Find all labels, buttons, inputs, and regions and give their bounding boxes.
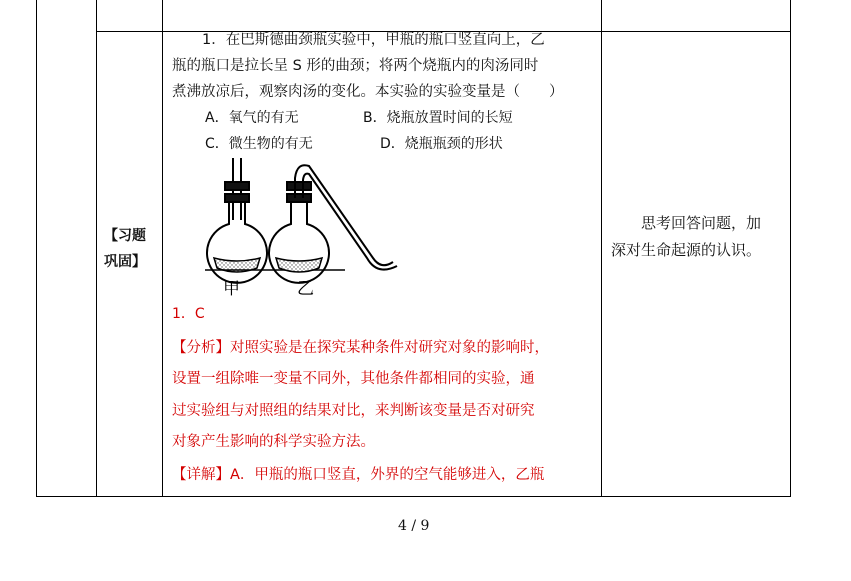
pasteur-flask-figure	[205, 158, 405, 300]
analysis-line-4: 对象产生影响的科学实验方法。	[172, 434, 375, 450]
table-divider-1	[96, 0, 97, 497]
question-line-1: 1．在巴斯德曲颈瓶实验中，甲瓶的瓶口竖直向上，乙	[202, 32, 545, 48]
table-divider-3	[601, 0, 602, 497]
analysis-line-2: 设置一组除唯一变量不同外，其他条件都相同的实验，通	[172, 371, 535, 387]
figure-label-jia: 甲	[223, 279, 240, 299]
figure-label-yi: 乙	[297, 279, 314, 299]
detail-line: 【详解】A．甲瓶的瓶口竖直，外界的空气能够进入，乙瓶	[172, 467, 545, 483]
student-activity-line-2: 深对生命起源的认识。	[611, 241, 762, 259]
option-d: D．烧瓶瓶颈的形状	[380, 136, 503, 152]
question-line-2: 瓶的瓶口是拉长呈 S 形的曲颈；将两个烧瓶内的肉汤同时	[172, 58, 539, 74]
question-line-3: 煮沸放凉后，观察肉汤的变化。本实验的实验变量是（ ）	[172, 84, 564, 100]
table-border-right	[790, 0, 791, 497]
analysis-line-3: 过实验组与对照组的结果对比，来判断该变量是否对研究	[172, 403, 535, 419]
answer-key: 1．C	[172, 306, 205, 322]
page-number: 4 / 9	[398, 518, 430, 534]
option-b: B．烧瓶放置时间的长短	[363, 110, 513, 126]
row-label-line-2: 巩固】	[104, 254, 146, 270]
table-divider-2	[162, 0, 163, 497]
row-label-line-1: 【习题	[104, 228, 146, 244]
option-a: A．氧气的有无	[205, 110, 299, 126]
flask-yi	[269, 165, 397, 283]
table-border-bottom	[36, 496, 791, 497]
student-activity-line-1: 思考回答问题，加	[641, 214, 762, 232]
table-border-left	[36, 0, 37, 497]
analysis-line-1: 【分析】对照实验是在探究某种条件对研究对象的影响时，	[172, 340, 549, 356]
option-c: C．微生物的有无	[205, 136, 313, 152]
flask-jia	[207, 158, 267, 283]
